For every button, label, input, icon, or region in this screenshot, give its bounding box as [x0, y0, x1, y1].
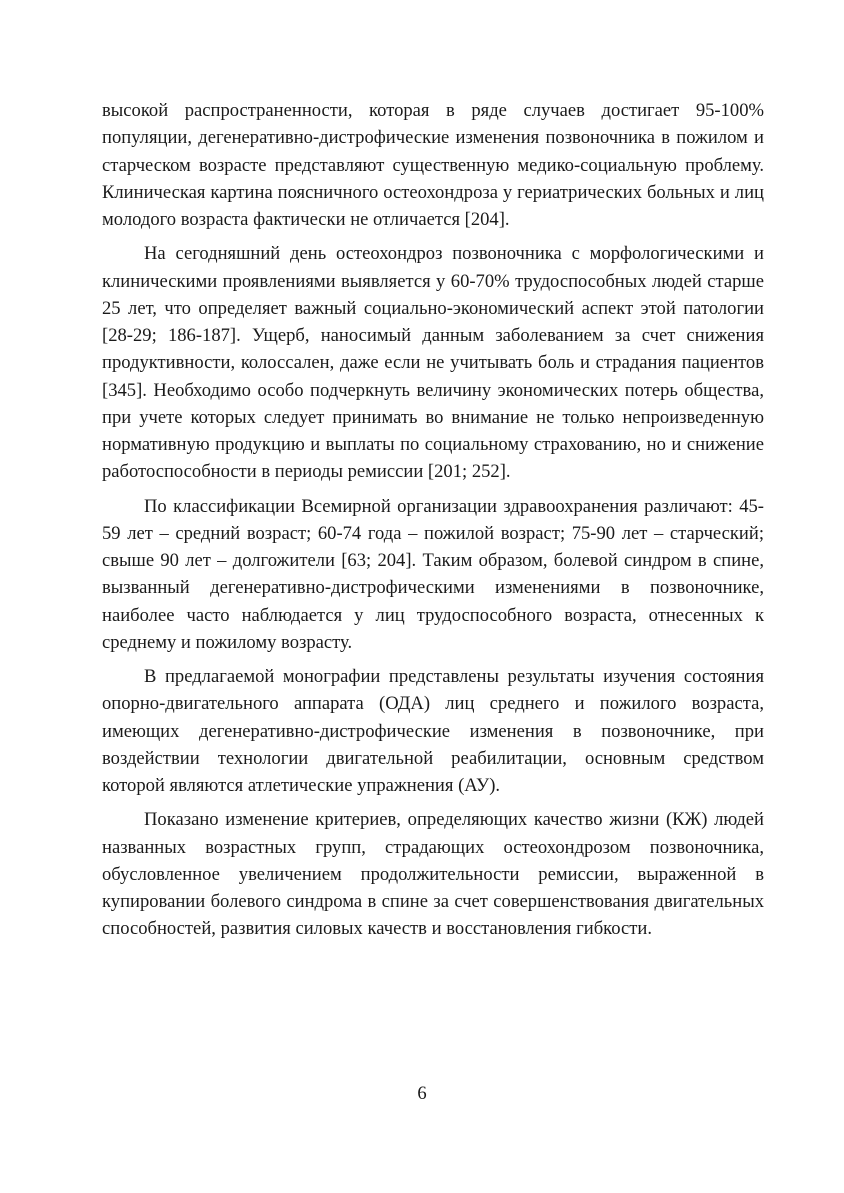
paragraph-2: На сегодняшний день остеохондроз позвоночника с морфологическими и клиническими проявлениями выявляется у 60-70% трудоспособных людей старше 25 лет, что определяет важный социально-экономический аспект этой патологии [28-29; 186-187]. Ущерб, наносимый данным заболеванием за счет снижения продуктивности, колоссален, даже если не учитывать боль и страдания пациентов [345]. Необходимо особо подчеркнуть величину экономических потерь общества, при учете которых следует принимать во внимание не только непроизведенную нормативную продукцию и выплаты по социальному страхованию, но и снижение работоспособности в периоды ремиссии [201; 252].: [102, 243, 764, 483]
paragraph-4: В предлагаемой монографии представлены результаты изучения состояния опорно-двигательного аппарата (ОДА) лиц среднего и пожилого возраста, имеющих дегенеративно-дистрофические изменения в позвоночнике, при воздействии технологии двигательной реабилитации, основным средством которой являются атлетические упражнения (АУ).: [102, 666, 764, 796]
paragraph-3: По классификации Всемирной организации здравоохранения различают: 45-59 лет – средний возраст; 60-74 года – пожилой возраст; 75-90 лет – старческий; свыше 90 лет – долгожители [63; 204]. Таким образом, болевой синдром в спине, вызванный дегенеративно-дистрофическими изменениями в позвоночнике, наиболее часто наблюдается у лиц трудоспособного возраста, отнесенных к среднему и пожилому возрасту.: [102, 495, 764, 653]
paragraph-5: Показано изменение критериев, определяющих качество жизни (КЖ) людей названных возрастных групп, страдающих остеохондрозом позвоночника, обусловленное увеличением продолжительности ремиссии, выраженной в купировании болевого синдрома в спине за счет совершенствования двигательных способностей, развития силовых качеств и восстановления гибкости.: [102, 809, 764, 940]
page-number: 6: [417, 1083, 427, 1104]
paragraph-1: высокой распространенности, которая в ряде случаев достигает 95-100% популяции, дегенеративно-дистрофические изменения позвоночника в пожилом и старческом возрасте представляют существенную медико-социальную проблему. Клиническая картина поясничного остеохондроза у гериатрических больных и лиц молодого возраста фактически не отличается [204].: [102, 100, 764, 230]
body-text: [102, 97, 764, 943]
